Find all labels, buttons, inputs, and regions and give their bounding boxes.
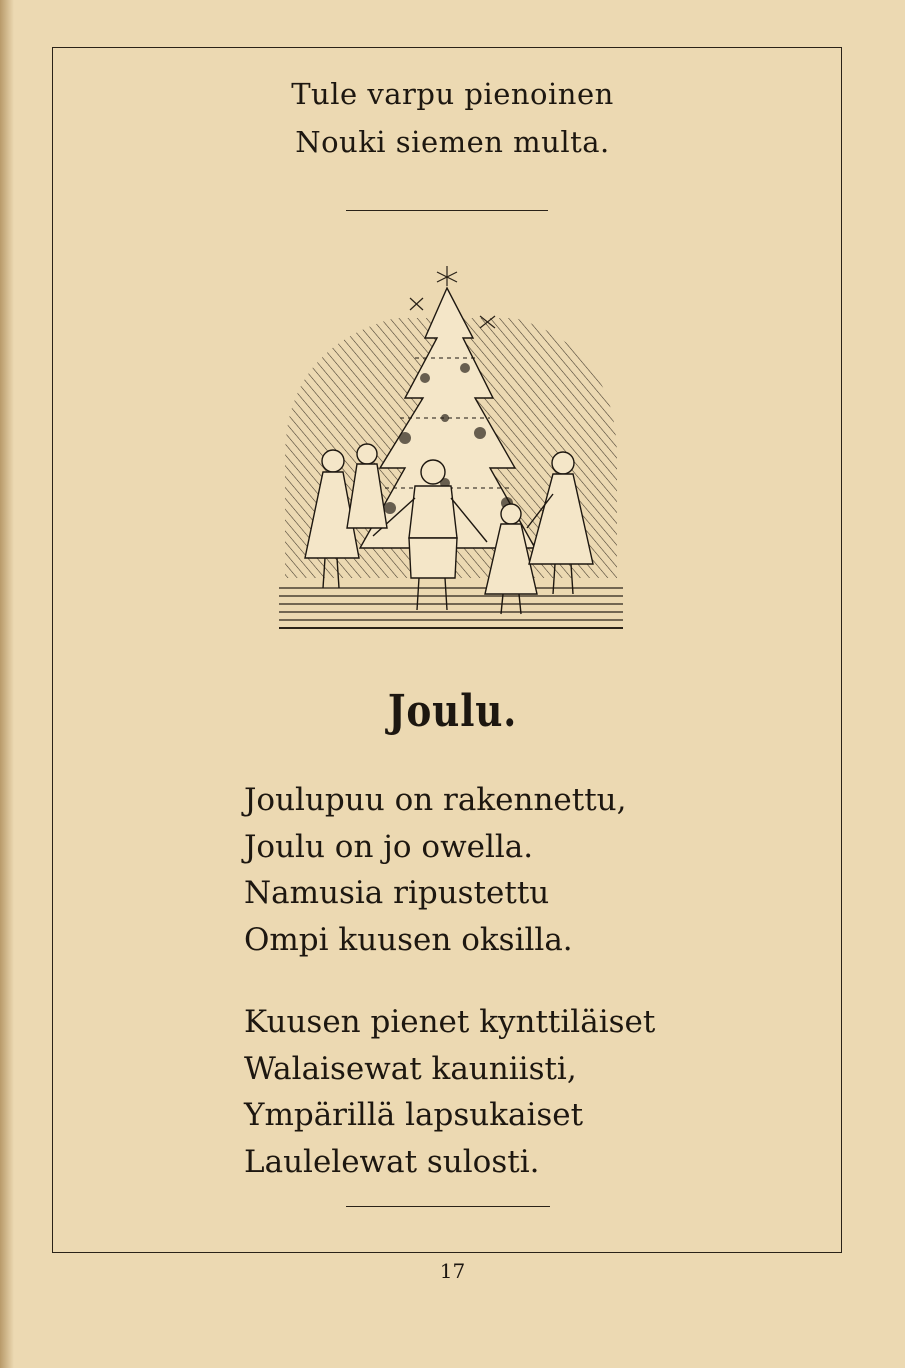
stanza-2-line-4: Laulelewat sulosti. [244,1143,540,1180]
stanza-1-line-3: Namusia ripustettu [244,875,550,911]
poem-title: Joulu. [387,686,518,737]
divider-bottom [346,1206,550,1207]
page-number: 17 [439,1259,466,1283]
divider-top [346,210,548,211]
intro-line-2: Nouki siemen multa. [295,125,610,159]
stanza-1-line-4: Ompi kuusen oksilla. [244,921,573,958]
stanza-2 [244,999,655,1185]
stanza-2-line-1: Kuusen pienet kynttiläiset [244,1004,656,1040]
intro-verse [0,70,905,166]
stanza-1 [244,777,627,963]
christmas-tree-children-dancing-illustration [275,258,627,636]
page-edge-shadow [0,0,14,1368]
intro-line-1: Tule varpu pienoinen [291,77,614,111]
stanza-1-line-2: Joulu on jo owella. [244,828,534,865]
stanza-1-line-1: Joulupuu on rakennettu, [244,782,627,818]
stanza-2-line-2: Walaisewat kauniisti, [244,1050,577,1087]
stanza-2-line-3: Ympärillä lapsukaiset [244,1097,584,1133]
